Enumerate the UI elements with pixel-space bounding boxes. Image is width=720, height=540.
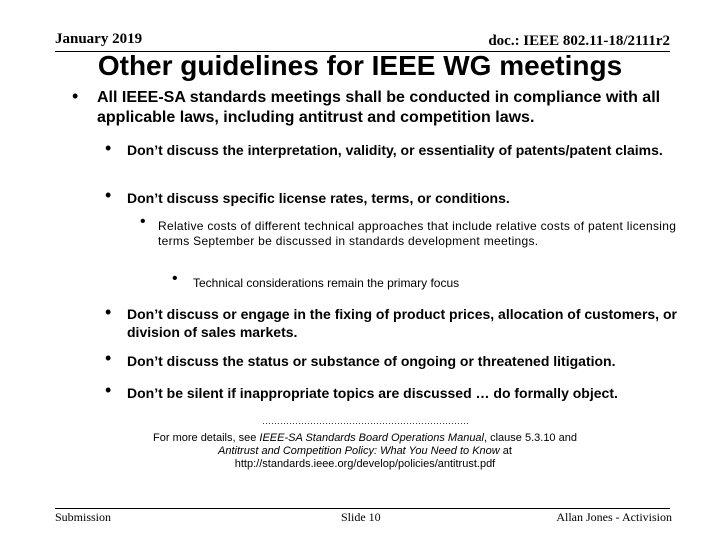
more-details — [60, 432, 670, 471]
bullet-item-license: Don’t discuss specific license rates, terms, or conditions. — [127, 190, 510, 206]
bullet-dot: • — [105, 302, 112, 322]
antitrust-policy-title: Antitrust and Competition Policy: What You Need to Know — [218, 445, 500, 457]
more-details-prefix: For more details, see — [153, 432, 260, 444]
footer-slide-number: Slide 10 — [341, 510, 381, 524]
separator-dots: …………………………………………………………… — [262, 416, 469, 426]
bullet-dot: • — [72, 86, 79, 106]
bullet-dot: • — [105, 185, 112, 205]
antitrust-url[interactable]: http://standards.ieee.org/develop/policies/antitrust.pdf — [234, 458, 496, 470]
header-doc-number: doc.: IEEE 802.11-18/2111r2 — [488, 33, 670, 49]
footer-author: Allan Jones - Activision — [556, 510, 672, 524]
slide-title: Other guidelines for IEEE WG meetings — [97, 50, 623, 81]
bullet-dot: • — [105, 380, 112, 400]
footer-submission: Submission — [55, 510, 112, 524]
bullet-item-prices: Don’t discuss or engage in the fixing of product prices, allocation of customers, or division of sales markets. — [127, 306, 677, 340]
operations-manual-title: IEEE-SA Standards Board Operations Manual — [259, 432, 484, 444]
sub-bullet-costs: Relative costs of different technical approaches that include relative costs of patent licensing terms September be discussed in standards development meetings. — [158, 219, 677, 248]
header-date: January 2019 — [55, 31, 143, 47]
bullet-item-patents: Don’t discuss the interpretation, validity, or essentiality of patents/patent claims. — [127, 142, 663, 158]
bullet-dot: • — [105, 348, 112, 368]
bullet-item-object: Don’t be silent if inappropriate topics are discussed … do formally object. — [127, 385, 618, 401]
sub-sub-bullet-technical: Technical considerations remain the primary focus — [193, 276, 460, 290]
footer-rule — [55, 508, 670, 509]
bullet-item-litigation: Don’t discuss the status or substance of ongoing or threatened litigation. — [127, 353, 616, 369]
bullet-dot: • — [105, 138, 112, 158]
more-details-clause: , clause 5.3.10 and — [484, 432, 577, 444]
bullet-dot: • — [172, 270, 178, 287]
bullet-dot: • — [140, 213, 146, 230]
more-details-at: at — [499, 445, 512, 457]
main-bullet-text: All IEEE-SA standards meetings shall be conducted in compliance with all applicable laws, including antitrust and competition laws. — [97, 89, 661, 126]
